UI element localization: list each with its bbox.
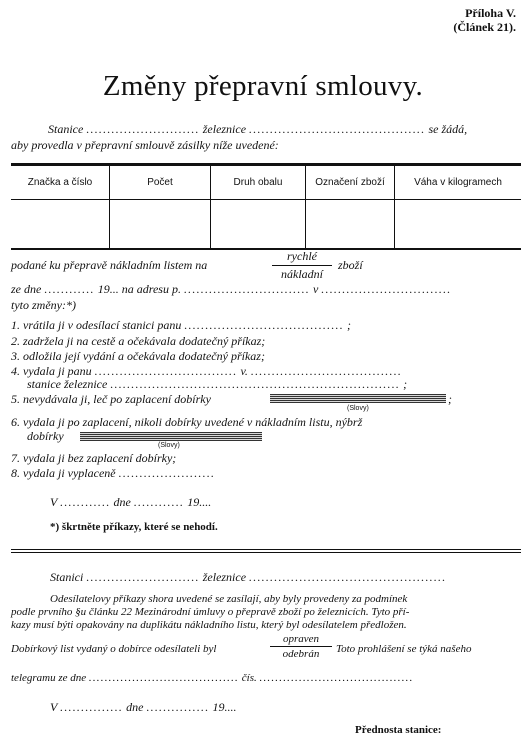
footnote: *) škrtněte příkazy, které se nehodí.	[50, 521, 218, 533]
item-text: vydala ji vyplaceně	[23, 466, 116, 480]
item-field[interactable]: ......................................	[184, 318, 344, 332]
amount-field[interactable]	[80, 432, 262, 441]
fraction-top: opraven	[282, 633, 320, 645]
amount-field[interactable]	[270, 394, 446, 403]
column-header: Počet	[110, 165, 211, 200]
item-text: vrátila ji v odesílací stanici panu	[23, 318, 182, 332]
item-field[interactable]: ....................................	[250, 364, 403, 378]
separator-line	[11, 549, 521, 550]
in-label: v	[312, 282, 319, 296]
telegram-number-field[interactable]: .......................................	[259, 672, 414, 684]
item-end: ;	[448, 392, 452, 406]
telegram-label: telegramu ze dne	[11, 672, 87, 684]
item-number: 7.	[11, 451, 20, 465]
list-item	[11, 392, 211, 407]
station-label: Stanice	[48, 122, 84, 136]
date-field[interactable]: ...............	[146, 700, 210, 714]
cod-text: Dobírkový list vydaný o dobírce odesílateli byl	[11, 643, 217, 655]
station-field[interactable]: ...........................	[86, 570, 200, 584]
consignment-type-fraction	[272, 249, 332, 282]
item-number: 4.	[11, 364, 20, 378]
list-item	[11, 415, 362, 430]
station-chief-label: Přednosta stanice:	[355, 724, 442, 736]
list-item	[11, 349, 265, 364]
date-field[interactable]: ............	[133, 495, 185, 509]
table-row	[11, 200, 521, 250]
date-address-line	[11, 282, 452, 297]
list-item	[27, 377, 407, 392]
date-field[interactable]: ............	[44, 282, 95, 296]
year-label: 19....	[187, 495, 212, 509]
item-number: 6.	[11, 415, 20, 429]
lower-station-line	[50, 570, 446, 585]
place-field[interactable]: ...............................	[321, 282, 452, 296]
signature-line	[50, 495, 211, 510]
list-item	[11, 318, 351, 333]
item-end: ;	[346, 318, 351, 332]
item-text: zadržela ji na cestě a očekávala dodatečný příkaz;	[23, 334, 266, 348]
railway-label: železnice	[202, 122, 247, 136]
telegram-line	[11, 672, 414, 684]
table-cell[interactable]	[211, 200, 306, 250]
item-field[interactable]: .....................................................................	[110, 377, 401, 391]
annex-number: Příloha V.	[465, 6, 516, 20]
railway-field[interactable]: ..........................................	[249, 122, 426, 136]
column-header: Druh obalu	[211, 165, 306, 200]
address-field[interactable]: ..............................	[183, 282, 310, 296]
table-cell[interactable]	[110, 200, 211, 250]
item-text: stanice železnice	[27, 377, 108, 391]
cod-after-text: Toto prohlášení se týká našeho	[336, 643, 472, 655]
date-label: dne	[113, 495, 131, 509]
annex-article: (Článek 21).	[453, 20, 516, 34]
place-field[interactable]: ............	[60, 495, 111, 509]
table-cell[interactable]	[395, 200, 522, 250]
annex-label	[453, 6, 516, 34]
fraction-bottom: odebrán	[282, 648, 320, 660]
item-text: vydala ji po zaplacení, nikoli dobírky uvedené v nákladním listu, nýbrž	[23, 415, 363, 429]
item-text: odložila její vydání a očekávala dodatečný příkaz;	[23, 349, 265, 363]
item-number: 3.	[11, 349, 20, 363]
year-label: 19....	[212, 700, 237, 714]
place-field[interactable]: ...............	[60, 700, 124, 714]
cod-fraction	[270, 633, 332, 660]
item-number: 8.	[11, 466, 20, 480]
date-label: ze dne	[11, 282, 42, 296]
item-in-label: v.	[240, 364, 248, 378]
intro-line	[48, 122, 467, 137]
list-item: dobírky	[27, 429, 64, 443]
signature-line-2	[50, 700, 236, 715]
asks-text: se žádá,	[428, 122, 468, 136]
list-item	[11, 334, 265, 349]
date-label: dne	[126, 700, 144, 714]
item-number: 1.	[11, 318, 20, 332]
words-label: (Slovy)	[158, 442, 180, 449]
place-label: V	[50, 700, 58, 714]
list-item	[11, 451, 176, 466]
item-text: vydala ji bez zaplacení dobírky;	[23, 451, 177, 465]
table-cell[interactable]	[11, 200, 110, 250]
item-number: 5.	[11, 392, 20, 406]
list-item	[11, 466, 215, 481]
words-label: (Slovy)	[347, 405, 369, 412]
intro-line-2: aby provedla v přepravní smlouvě zásilky níže uvedené:	[11, 138, 279, 152]
fraction-top: rychlé	[287, 249, 317, 263]
place-label: V	[50, 495, 58, 509]
railway-label: železnice	[202, 570, 247, 584]
item-field[interactable]: ..................................	[94, 364, 238, 378]
station-field[interactable]: ...........................	[86, 122, 200, 136]
item-field[interactable]: .......................	[118, 466, 216, 480]
year-label: 19...	[97, 282, 119, 296]
paragraph-line: kazy musí býti opakovány na duplikátu nákladního listu, který byl odesílatelem předložen.	[11, 619, 407, 631]
fraction-bar	[270, 646, 332, 647]
page-title: Změny přepravní smlouvy.	[102, 70, 424, 102]
item-number: 2.	[11, 334, 20, 348]
item-end: ;	[403, 377, 408, 391]
goods-word: zboží	[338, 258, 363, 272]
separator-line	[11, 552, 521, 553]
address-label: na adresu p.	[121, 282, 181, 296]
paragraph-line: Odesílatelovy příkazy shora uvedené se zasílají, aby byly provedeny za podmínek	[50, 593, 408, 605]
column-header: Značka a číslo	[11, 165, 110, 200]
column-header: Váha v kilogramech	[395, 165, 522, 200]
station-label: Stanici	[50, 570, 84, 584]
item-text: vydala ji panu	[23, 364, 92, 378]
fraction-bar	[272, 265, 332, 266]
paragraph-line: podle prvního §u článku 22 Mezinárodní úmluvy o přepravě zboží po železnicích. Tyto pří-	[11, 606, 410, 618]
telegram-date-field[interactable]: ......................................	[88, 672, 240, 684]
railway-field[interactable]: ...............................................	[249, 570, 447, 584]
number-label: čís.	[241, 672, 257, 684]
changes-label: tyto změny:*)	[11, 298, 76, 312]
column-header: Označení zboží	[306, 165, 395, 200]
table-cell[interactable]	[306, 200, 395, 250]
item-text: nevydávala ji, leč po zaplacení dobírky	[23, 392, 211, 406]
consignment-text: podané ku přepravě nákladním listem na	[11, 258, 208, 272]
consignment-table	[11, 163, 521, 250]
fraction-bottom: nákladní	[281, 267, 323, 281]
table-header-row	[11, 165, 521, 200]
